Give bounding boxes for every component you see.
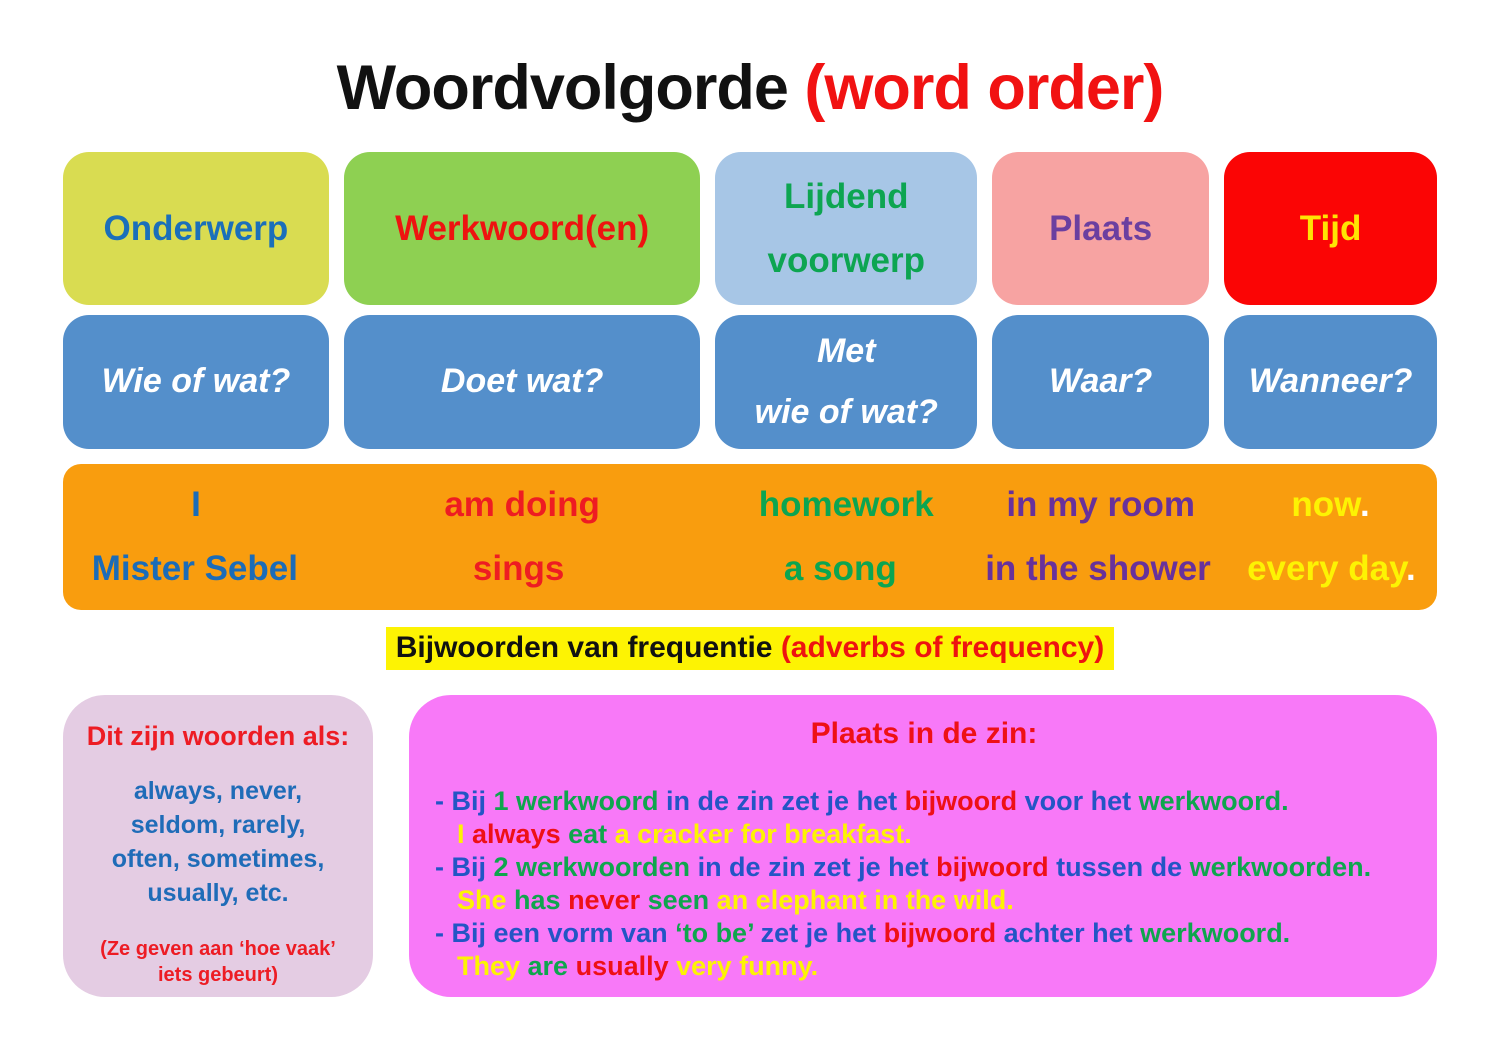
example2-period: .: [1405, 549, 1416, 588]
frequency-section-heading-wrap: [63, 627, 1437, 669]
question-box-lijdend-voorwerp: [715, 315, 977, 449]
header-row: [63, 152, 1437, 305]
title-english: (word order): [804, 53, 1164, 123]
header-label-tijd: Tijd: [1299, 208, 1362, 248]
adverb-words-line-2: seldom, rarely,: [130, 811, 306, 839]
example1-verb: am doing: [444, 485, 600, 524]
placement-rules-box: [409, 695, 1437, 997]
example-sentence-1: [63, 485, 1437, 525]
question-label-tijd: Wanneer?: [1248, 362, 1413, 401]
adverb-words-line-1: always, never,: [133, 777, 303, 805]
header-box-plaats: [992, 152, 1209, 305]
header-box-werkwoorden: [344, 152, 701, 305]
example1-subject: I: [191, 485, 201, 524]
page-title: [63, 0, 1437, 152]
header-label-plaats: Plaats: [1049, 208, 1153, 248]
adverb-note-line1: (Ze geven aan ‘hoe vaak’: [100, 938, 336, 960]
adverb-note-line2: iets gebeurt): [157, 964, 279, 986]
title-dutch: Woordvolgorde: [336, 53, 805, 123]
adverb-words-heading: Dit zijn woorden als:: [86, 721, 350, 751]
header-label-onderwerp: Onderwerp: [103, 208, 289, 248]
question-label-lijdend-line1: Met: [816, 331, 876, 370]
placement-example-2: She has never seen an elephant in the wild.: [457, 885, 1014, 915]
placement-heading: Plaats in de zin:: [810, 717, 1038, 750]
question-label-lijdend-line2: wie of wat?: [754, 393, 938, 431]
frequency-heading-english: (adverbs of frequency): [780, 631, 1105, 664]
example1-period: .: [1360, 485, 1370, 524]
example1-time: now.: [1291, 485, 1370, 524]
placement-example-3: They are usually very funny.: [457, 951, 819, 981]
header-box-tijd: [1224, 152, 1437, 305]
adverb-words-box: [63, 695, 373, 997]
example2-verb: sings: [472, 549, 565, 588]
adverb-words-note: [63, 936, 373, 988]
question-label-onderwerp: Wie of wat?: [101, 362, 291, 401]
example2-place: in the shower: [985, 549, 1211, 588]
frequency-section-heading: [386, 627, 1114, 670]
example-sentence-2: [63, 549, 1437, 589]
header-box-lijdend-voorwerp: [715, 152, 977, 305]
header-label-werkwoorden: Werkwoord(en): [395, 208, 650, 248]
header-label-lijdend-line1: Lijdend: [784, 176, 909, 216]
frequency-heading-dutch: Bijwoorden van frequentie: [395, 631, 781, 664]
question-row: [63, 315, 1437, 449]
question-label-werkwoorden: Doet wat?: [440, 362, 604, 401]
placement-example-1: I always eat a cracker for breakfast.: [457, 819, 912, 849]
question-box-plaats: [992, 315, 1209, 449]
example2-subject: Mister Sebel: [91, 549, 298, 588]
adverb-words-line-4: usually, etc.: [147, 879, 289, 907]
placement-rule-2: - Bij 2 werkwoorden in de zin zet je het bijwoord tussen de werkwoorden.: [435, 852, 1372, 882]
example2-object: a song: [783, 549, 897, 588]
question-box-werkwoorden: [344, 315, 701, 449]
question-label-plaats: Waar?: [1048, 362, 1153, 401]
question-box-tijd: [1224, 315, 1437, 449]
placement-rule-3: - Bij een vorm van ‘to be’ zet je het bijwoord achter het werkwoord.: [435, 918, 1291, 948]
placement-rule-1: - Bij 1 werkwoord in de zin zet je het bijwoord voor het werkwoord.: [435, 786, 1289, 816]
example-sentences-panel: [63, 464, 1437, 610]
example1-place: in my room: [1006, 485, 1195, 524]
question-box-onderwerp: [63, 315, 329, 449]
example1-object: homework: [758, 485, 934, 524]
example2-time: every day.: [1247, 549, 1416, 588]
header-label-lijdend-line2: voorwerp: [767, 240, 926, 280]
adverb-words-line-3: often, sometimes,: [111, 845, 325, 873]
frequency-section: [63, 695, 1437, 997]
header-box-onderwerp: [63, 152, 329, 305]
